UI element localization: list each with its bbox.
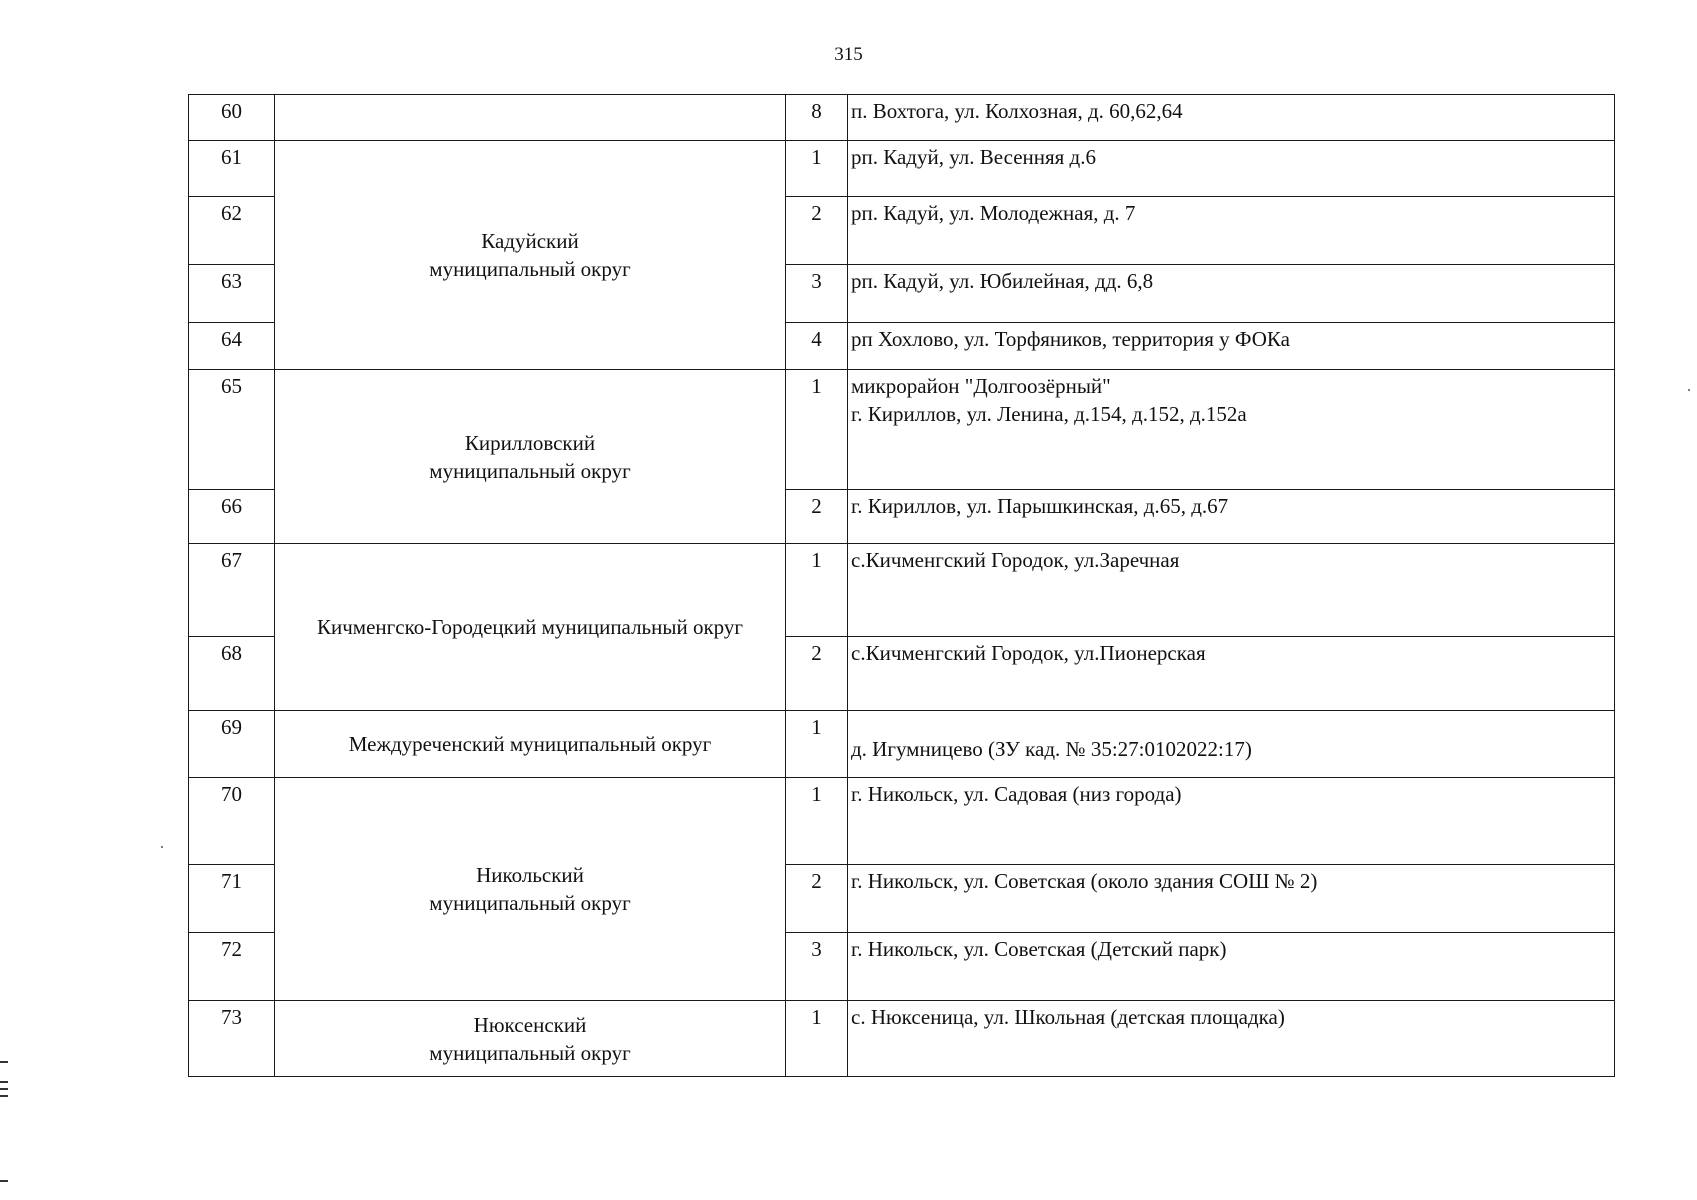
row-number: 71: [189, 865, 275, 933]
row-number: 73: [189, 1001, 275, 1077]
scan-edge-mark: [0, 1180, 8, 1182]
table-row: [189, 544, 1615, 637]
district-name-line: Нюксенский: [473, 1012, 587, 1037]
district-kaduy: [275, 141, 786, 370]
site-address: с.Кичменгский Городок, ул.Пионерская: [848, 637, 1615, 711]
row-number: 62: [189, 197, 275, 265]
sites-table: [188, 94, 1615, 1077]
row-number: 69: [189, 711, 275, 778]
table-row: [189, 95, 1615, 141]
site-address: рп. Кадуй, ул. Юбилейная, дд. 6,8: [848, 265, 1615, 323]
site-address: г. Никольск, ул. Советская (Детский парк): [848, 933, 1615, 1001]
site-address: д. Игумницево (ЗУ кад. № 35:27:0102022:17): [848, 711, 1615, 778]
scan-edge-mark: [0, 1081, 8, 1083]
district-name-line: Кичменгско-Городецкий муниципальный округ: [317, 615, 743, 639]
site-address-line: г. Кириллов, ул. Ленина, д.154, д.152, д.152а: [851, 402, 1247, 426]
district-cell-empty: [275, 95, 786, 141]
site-number: 2: [786, 490, 848, 544]
district-mezhdurech: [275, 711, 786, 778]
table-row: [189, 1001, 1615, 1077]
site-address: п. Вохтога, ул. Колхозная, д. 60,62,64: [848, 95, 1615, 141]
table-row: [189, 778, 1615, 865]
row-number: 60: [189, 95, 275, 141]
district-name-line: муниципальный округ: [429, 458, 631, 483]
scan-edge-mark: [0, 1088, 8, 1090]
row-number: 63: [189, 265, 275, 323]
site-address: рп Хохлово, ул. Торфяников, территория у ФОКа: [848, 323, 1615, 370]
site-number: 3: [786, 265, 848, 323]
site-address: рп. Кадуй, ул. Молодежная, д. 7: [848, 197, 1615, 265]
table-row: [189, 141, 1615, 197]
site-number: 3: [786, 933, 848, 1001]
site-address-line: микрорайон "Долгоозёрный": [851, 374, 1111, 398]
row-number: 70: [189, 778, 275, 865]
site-address: рп. Кадуй, ул. Весенняя д.6: [848, 141, 1615, 197]
row-number: 72: [189, 933, 275, 1001]
site-address: с. Нюксеница, ул. Школьная (детская площадка): [848, 1001, 1615, 1077]
district-name-line: муниципальный округ: [429, 891, 631, 915]
district-nikolsk: [275, 778, 786, 1001]
district-name-line: муниципальный округ: [429, 257, 631, 281]
site-number: 8: [786, 95, 848, 141]
row-number: 67: [189, 544, 275, 637]
table-row: [189, 711, 1615, 778]
site-address: г. Кириллов, ул. Парышкинская, д.65, д.67: [848, 490, 1615, 544]
site-number: 1: [786, 370, 848, 490]
scan-speck: [1688, 389, 1690, 391]
district-name-line: Кадуйский: [481, 229, 579, 253]
row-number: 66: [189, 490, 275, 544]
site-number: 1: [786, 711, 848, 778]
district-kirillov: [275, 370, 786, 544]
site-number: 4: [786, 323, 848, 370]
site-number: 2: [786, 197, 848, 265]
row-number: 61: [189, 141, 275, 197]
scan-edge-mark: [0, 1095, 8, 1097]
district-name-line: муниципальный округ: [429, 1040, 631, 1065]
page-number: 315: [834, 44, 863, 65]
scan-edge-mark: [0, 1061, 8, 1063]
site-number: 1: [786, 544, 848, 637]
district-nyuksen: [275, 1001, 786, 1077]
table-row: [189, 370, 1615, 490]
site-number: 1: [786, 778, 848, 865]
scan-speck: [161, 846, 163, 848]
site-address: г. Никольск, ул. Садовая (низ города): [848, 778, 1615, 865]
site-number: 2: [786, 865, 848, 933]
site-address: [848, 370, 1615, 490]
district-name-line: Междуреченский муниципальный округ: [348, 732, 712, 756]
site-number: 1: [786, 1001, 848, 1077]
district-name-line: Кирилловский: [464, 430, 596, 455]
district-kichmeng: [275, 544, 786, 711]
row-number: 65: [189, 370, 275, 490]
site-address: г. Никольск, ул. Советская (около здания СОШ № 2): [848, 865, 1615, 933]
site-number: 2: [786, 637, 848, 711]
district-name-line: Никольский: [476, 863, 584, 887]
row-number: 64: [189, 323, 275, 370]
row-number: 68: [189, 637, 275, 711]
site-number: 1: [786, 141, 848, 197]
site-address: с.Кичменгский Городок, ул.Заречная: [848, 544, 1615, 637]
